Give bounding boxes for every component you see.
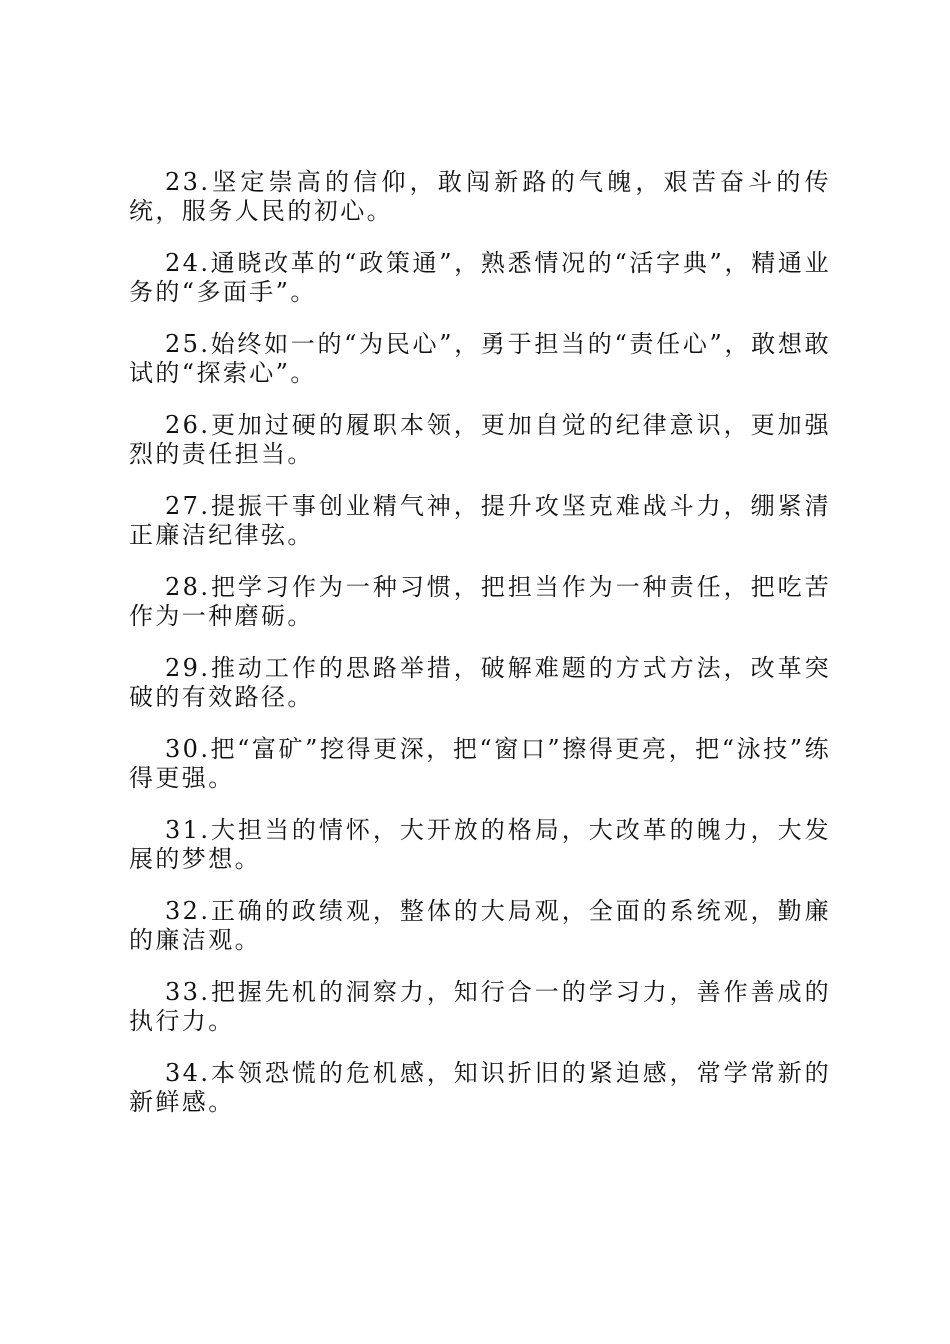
list-item: 30.把“富矿”挖得更深，把“窗口”擦得更亮，把“泳技”练得更强。 [129,735,831,792]
list-item: 25.始终如一的“为民心”，勇于担当的“责任心”，敢想敢试的“探索心”。 [129,330,831,387]
list-item: 34.本领恐慌的危机感，知识折旧的紧迫感，常学常新的新鲜感。 [129,1059,831,1116]
document-body [129,168,831,1117]
list-item: 27.提振干事创业精气神，提升攻坚克难战斗力，绷紧清正廉洁纪律弦。 [129,492,831,549]
list-item: 33.把握先机的洞察力，知行合一的学习力，善作善成的执行力。 [129,978,831,1035]
list-item: 24.通晓改革的“政策通”，熟悉情况的“活字典”，精通业务的“多面手”。 [129,249,831,306]
list-item: 29.推动工作的思路举措，破解难题的方式方法，改革突破的有效路径。 [129,654,831,711]
list-item: 31.大担当的情怀，大开放的格局，大改革的魄力，大发展的梦想。 [129,816,831,873]
list-item: 32.正确的政绩观，整体的大局观，全面的系统观，勤廉的廉洁观。 [129,897,831,954]
list-item: 28.把学习作为一种习惯，把担当作为一种责任，把吃苦作为一种磨砺。 [129,573,831,630]
list-item: 23.坚定崇高的信仰，敢闯新路的气魄，艰苦奋斗的传统，服务人民的初心。 [129,168,831,225]
list-item: 26.更加过硬的履职本领，更加自觉的纪律意识，更加强烈的责任担当。 [129,411,831,468]
